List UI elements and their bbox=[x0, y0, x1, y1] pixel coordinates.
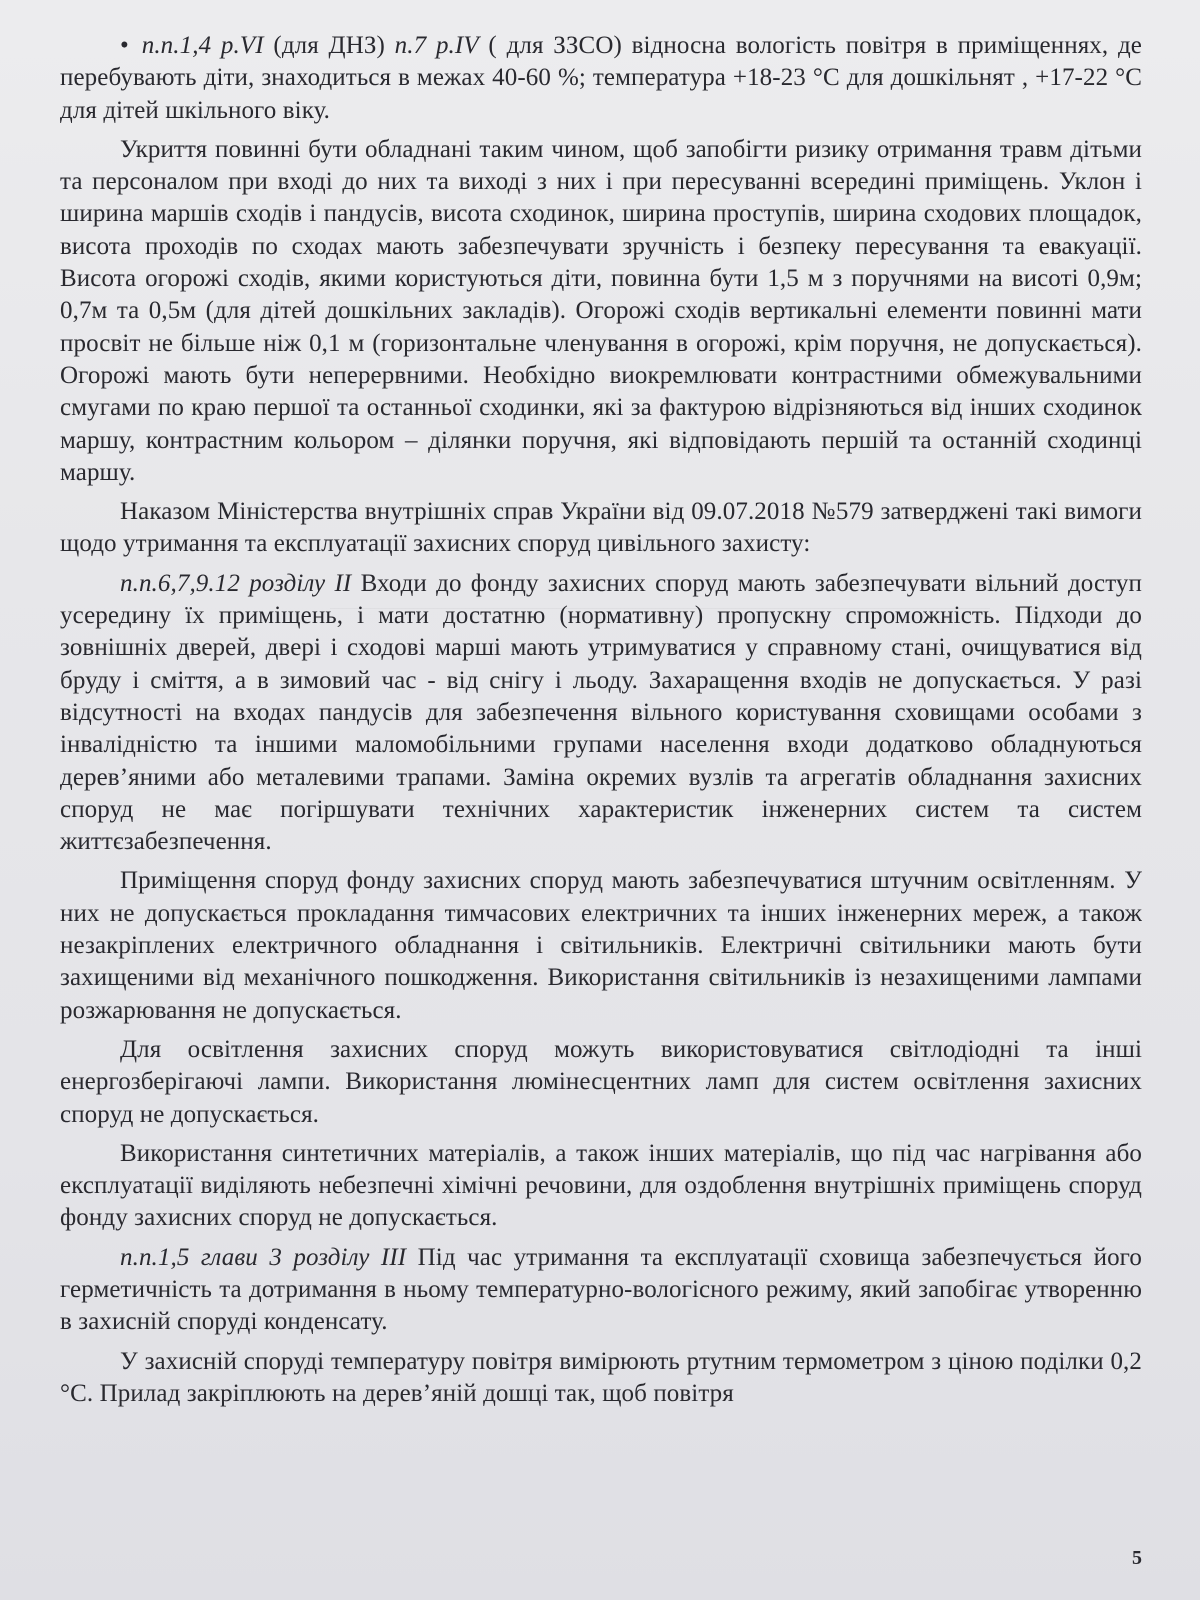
paragraph-humidity-temperature bbox=[60, 30, 1142, 127]
paragraph-text: ( для ЗЗСО) відносна вологість повітря в приміщеннях, де перебувають діти, знаходиться в межах 40-60 %; температура +18-23 °С для дошкільнят , +17-22 °С для дітей шкільного віку. bbox=[60, 32, 1143, 124]
document-body bbox=[60, 30, 1142, 1410]
regulation-reference: п.п.6,7,9.12 розділу ІІ bbox=[120, 569, 352, 597]
paragraph-text: Приміщення споруд фонду захисних споруд мають забезпечуватися штучним освітленням. У них не допускається прокладання тимчасових електричних та інших інженерних мереж, а також незакріплених електричного обладнання і світильників. Електричні світильники мають бути захищеними від механічного пошкодження. Використання світильників із незахищеними лампами розжарювання не допускається. bbox=[60, 867, 1142, 1024]
paragraph-lamps bbox=[60, 1034, 1142, 1131]
regulation-reference: п.7 р.IV bbox=[394, 32, 479, 59]
paragraph-ministry-order bbox=[60, 496, 1142, 561]
paragraph-text: Використання синтетичних матеріалів, а також інших матеріалів, що під час нагрівання або експлуатації виділяють небезпечні хімічні речовини, для оздоблення внутрішніх приміщень споруд фонду захисних споруд не допускається. bbox=[60, 1139, 1142, 1232]
paragraph-text: Входи до фонду захисних споруд мають забезпечувати вільний доступ усередину їх приміщень, і мати достатню (нормативну) пропускну спроможність. Підходи до зовнішніх дверей, двері і сходові марші мають утримуватися у справному стані, очищуватися від бруду і сміття, а в зимовий час - від снігу і льоду. Захаращення входів не допускається. У разі відсутності на входах пандусів для забезпечення вільного користування сховищами особами з інвалідністю та іншими маломобільними групами населення входи додатково обладнуються дерев’яними або металевими трапами. Заміна окремих вузлів та агрегатів обладнання захисних споруд не має погіршувати технічних характеристик інженерних систем та систем життєзабезпечення. bbox=[60, 569, 1142, 856]
paragraph-lighting bbox=[60, 865, 1142, 1026]
regulation-reference: п.п.1,5 глави 3 розділу ІІІ bbox=[120, 1243, 407, 1271]
paragraph-text: Під час утримання та експлуатації сховища забезпечується його герметичність та дотримання в ньому температурно-вологісного режиму, який запобігає утворенню в захисній споруді конденсату. bbox=[60, 1243, 1143, 1336]
paragraph-thermometer bbox=[60, 1346, 1142, 1411]
paragraph-text: Для освітлення захисних споруд можуть використовуватися світлодіодні та інші енергозберігаючі лампи. Використання люмінесцентних ламп для систем освітлення захисних споруд не допускається. bbox=[60, 1035, 1142, 1128]
paragraph-text: У захисній споруді температуру повітря вимірюють ртутним термометром з ціною поділки 0,2 °С. Прилад закріплюють на дерев’яній дошці так, щоб повітря bbox=[60, 1347, 1142, 1407]
paragraph-text: (для ДНЗ) bbox=[263, 32, 395, 59]
paragraph-text: Укриття повинні бути обладнані таким чином, щоб запобігти ризику отримання травм дітьми та персоналом при вході до них та виході з них і при пересуванні всередині приміщень. Уклон і ширина маршів сходів і пандусів, висота сходинок, ширина проступів, ширина сходових площадок, висота проходів по сходах мають забезпечувати зручність і безпеку пересування та евакуації. Висота огорожі сходів, якими користуються діти, повинна бути 1,5 м з поручнями на висоті 0,9м; 0,7м та 0,5м (для дітей дошкільних закладів). Огорожі сходів вертикальні елементи повинні мати просвіт не більше ніж 0,1 м (горизонтальне членування в огорожі, крім поручня, не допускається). Огорожі мають бути неперервними. Необхідно виокремлювати контрастними обмежувальними смугами по краю першої та останньої сходинки, які за фактурою відрізняються від інших сходинок маршу, контрастним кольором – ділянки поручня, які відповідають першій та останній сходинці маршу. bbox=[60, 135, 1142, 486]
page-number: 5 bbox=[1132, 1547, 1142, 1569]
paragraph-airtightness bbox=[60, 1242, 1142, 1339]
paragraph-materials bbox=[60, 1138, 1142, 1235]
paragraph-text: Наказом Міністерства внутрішніх справ України від 09.07.2018 №579 затверджені такі вимоги щодо утримання та експлуатації захисних споруд цивільного захисту: bbox=[60, 498, 1142, 558]
bullet-marker: • bbox=[120, 32, 129, 59]
paragraph-shelter-safety bbox=[60, 134, 1142, 489]
regulation-reference: п.п.1,4 р.VI bbox=[141, 32, 264, 59]
paragraph-entrances bbox=[60, 568, 1142, 859]
